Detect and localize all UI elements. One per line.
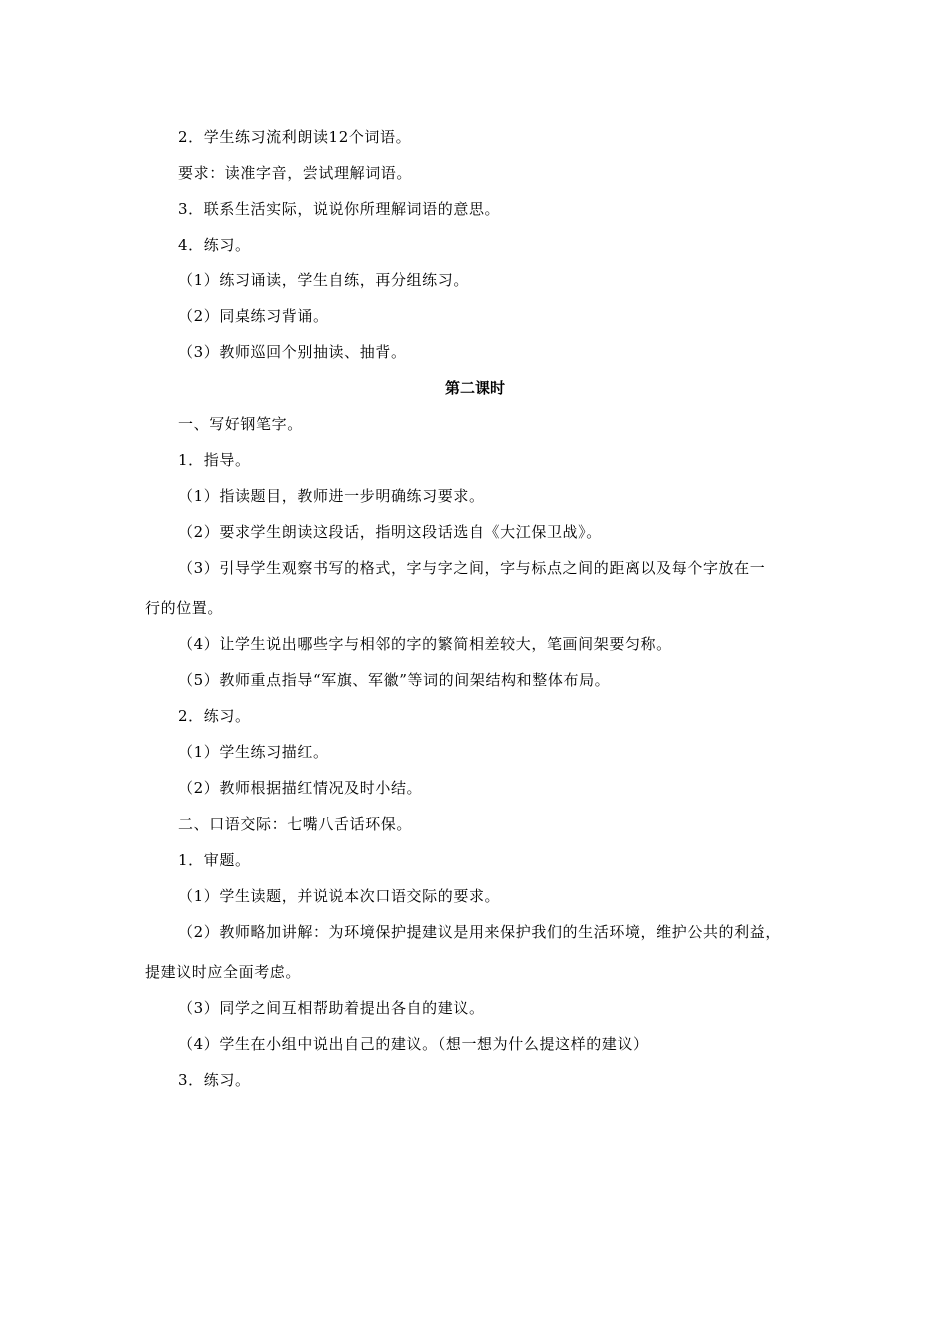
lesson-heading: 第二课时 bbox=[444, 379, 505, 397]
subsection-title: 1．指导。 bbox=[178, 451, 251, 469]
subsection-title: 2．练习。 bbox=[178, 707, 251, 725]
paragraph: （2）同桌练习背诵。 bbox=[178, 307, 329, 325]
list-item-continuation: 提建议时应全面考虑。 bbox=[145, 963, 302, 981]
list-item: （3）同学之间互相帮助着提出各自的建议。 bbox=[178, 999, 485, 1017]
list-item: （2）教师略加讲解：为环境保护提建议是用来保护我们的生活环境，维护公共的利益， bbox=[178, 923, 781, 941]
list-item: （2）要求学生朗读这段话，指明这段话选自《大江保卫战》。 bbox=[178, 523, 602, 541]
paragraph: 4．练习。 bbox=[178, 236, 251, 254]
paragraph: （3）教师巡回个别抽读、抽背。 bbox=[178, 343, 407, 361]
list-item: （5）教师重点指导“军旗、军徽”等词的间架结构和整体布局。 bbox=[178, 671, 611, 689]
list-item: （1）学生读题，并说说本次口语交际的要求。 bbox=[178, 887, 501, 905]
subsection-title: 1．审题。 bbox=[178, 851, 251, 869]
list-item: （4）让学生说出哪些字与相邻的字的繁简相差较大，笔画间架要匀称。 bbox=[178, 635, 672, 653]
paragraph: 2．学生练习流利朗读12个词语。 bbox=[178, 128, 412, 146]
section-title: 一、写好钢笔字。 bbox=[178, 415, 303, 433]
list-item: （4）学生在小组中说出自己的建议。（想一想为什么提这样的建议） bbox=[178, 1035, 649, 1053]
paragraph: 3．联系生活实际，说说你所理解词语的意思。 bbox=[178, 200, 501, 218]
list-item: （2）教师根据描红情况及时小结。 bbox=[178, 779, 423, 797]
paragraph: （1）练习诵读，学生自练，再分组练习。 bbox=[178, 271, 469, 289]
list-item-continuation: 行的位置。 bbox=[145, 599, 224, 617]
paragraph: 要求：读准字音，尝试理解词语。 bbox=[178, 164, 413, 182]
section-title: 二、口语交际：七嘴八舌话环保。 bbox=[178, 815, 413, 833]
list-item: （3）引导学生观察书写的格式，字与字之间，字与标点之间的距离以及每个字放在一 bbox=[178, 559, 766, 577]
list-item: （1）指读题目，教师进一步明确练习要求。 bbox=[178, 487, 485, 505]
list-item: （1）学生练习描红。 bbox=[178, 743, 329, 761]
subsection-title: 3．练习。 bbox=[178, 1071, 251, 1089]
